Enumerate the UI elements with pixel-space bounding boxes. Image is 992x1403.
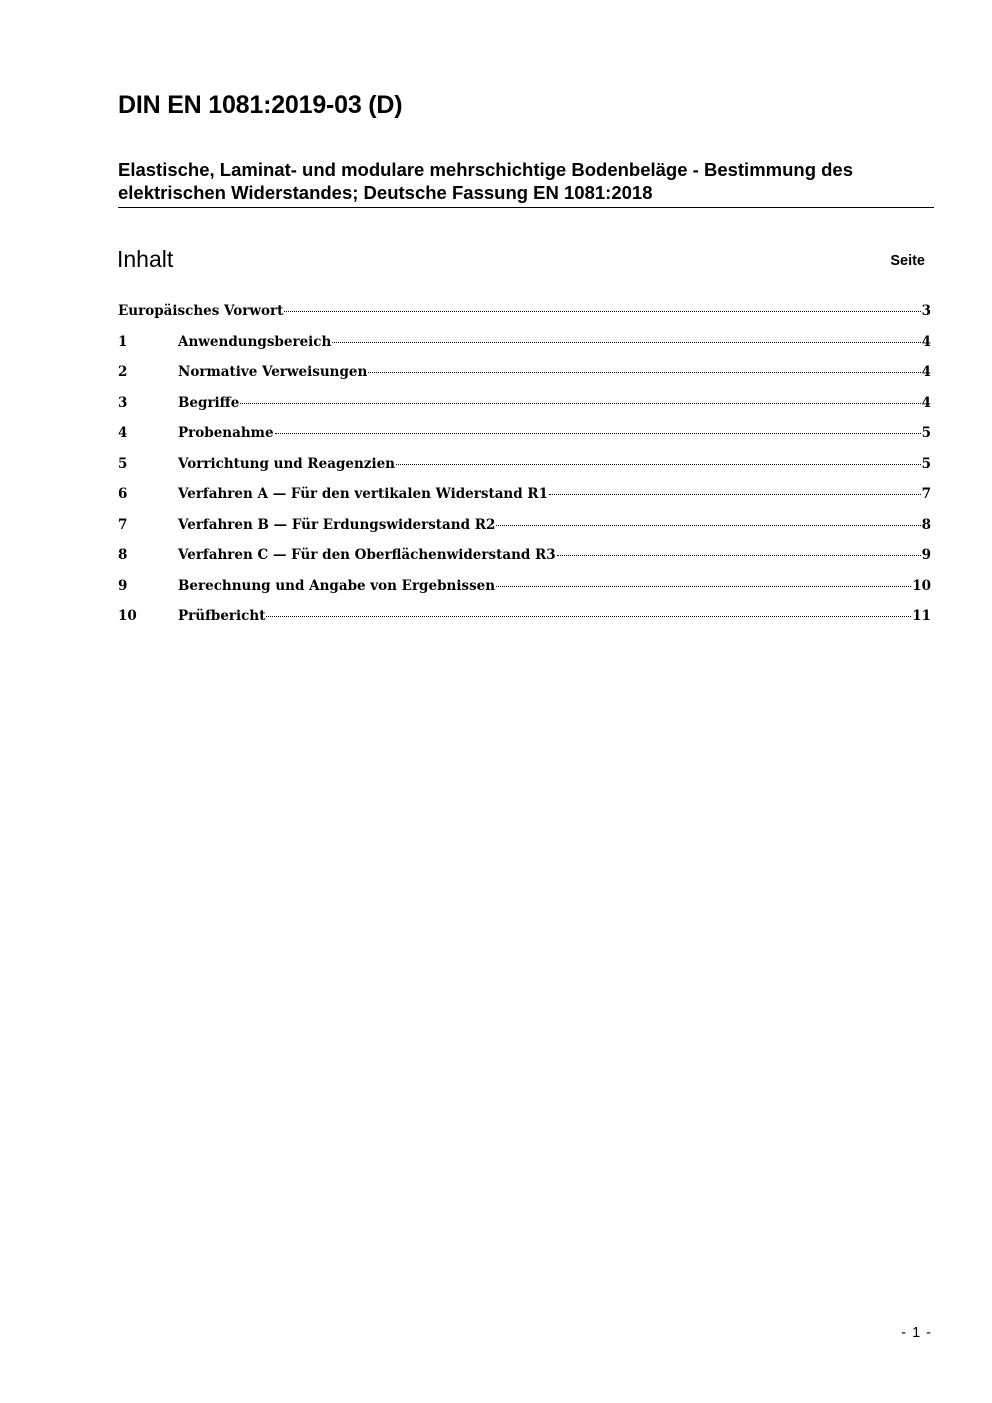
toc-entry-page: 11 (912, 608, 931, 624)
toc-dot-leader (332, 341, 920, 343)
toc-entry-number: 3 (118, 394, 128, 411)
toc-entry-page: 4 (921, 394, 931, 411)
toc-dot-leader (240, 402, 920, 404)
toc-entry-foreword[interactable] (118, 298, 931, 329)
toc-entry-title: Normative Verweisungen (178, 364, 368, 380)
toc-entry-6[interactable] (118, 481, 931, 512)
toc-entry-2[interactable] (118, 359, 931, 390)
toc-dot-leader (266, 615, 911, 617)
toc-entry-page: 7 (921, 486, 931, 502)
toc-entry-4[interactable] (118, 420, 931, 451)
page-number: - 1 - (901, 1325, 932, 1341)
toc-entry-page: 9 (921, 547, 931, 563)
toc-entry-number: 5 (118, 455, 128, 472)
toc-entry-title: Vorrichtung und Reagenzien (178, 455, 396, 472)
toc-entry-page: 5 (921, 455, 931, 472)
toc-dot-leader (368, 371, 920, 373)
toc-dot-leader (284, 310, 920, 312)
toc-dot-leader (496, 524, 920, 526)
toc-entry-title: Anwendungsbereich (178, 333, 332, 350)
toc-dot-leader (275, 432, 921, 434)
toc-entry-page: 8 (921, 516, 931, 533)
toc-entry-number: 1 (118, 333, 128, 350)
toc-entry-title: Berechnung und Angabe von Ergebnissen (178, 577, 496, 594)
toc-entry-number: 9 (118, 577, 128, 594)
toc-entry-7[interactable] (118, 512, 931, 543)
table-of-contents (118, 298, 931, 634)
toc-entry-title: Verfahren B — Für Erdungswiderstand R2 (178, 516, 496, 533)
toc-entry-number: 10 (118, 608, 137, 624)
toc-entry-number: 6 (118, 486, 128, 502)
toc-entry-page: 4 (921, 333, 931, 350)
toc-dot-leader (396, 463, 921, 465)
document-subtitle (118, 158, 934, 208)
toc-entry-10[interactable] (118, 603, 931, 634)
toc-entry-9[interactable] (118, 573, 931, 604)
toc-entry-title: Verfahren A — Für den vertikalen Widerstand R1 (178, 486, 549, 502)
toc-entry-number: 8 (118, 547, 128, 563)
toc-entry-title: Begriffe (178, 394, 240, 411)
toc-entry-1[interactable] (118, 329, 931, 360)
toc-entry-number: 7 (118, 516, 128, 533)
toc-entry-title: Probenahme (178, 425, 274, 441)
toc-entry-number: 2 (118, 364, 128, 380)
toc-entry-5[interactable] (118, 451, 931, 482)
toc-dot-leader (549, 493, 921, 495)
toc-entry-page: 10 (912, 577, 931, 594)
toc-entry-8[interactable] (118, 542, 931, 573)
toc-entry-title: Prüfbericht (178, 608, 266, 624)
toc-entry-3[interactable] (118, 390, 931, 421)
document-title: DIN EN 1081:2019-03 (D) (118, 91, 403, 119)
document-subtitle-line-1: Elastische, Laminat- und modulare mehrschichtige Bodenbeläge - Bestimmung des (118, 159, 854, 180)
document-subtitle-line-2: elektrischen Widerstandes; Deutsche Fassung EN 1081:2018 (118, 182, 653, 203)
toc-dot-leader (496, 585, 911, 587)
toc-page-column-label: Seite (890, 253, 925, 269)
toc-entry-page: 4 (921, 364, 931, 380)
toc-entry-title: Europäisches Vorwort (118, 303, 284, 319)
toc-entry-title: Verfahren C — Für den Oberflächenwiderstand R3 (178, 547, 556, 563)
toc-entry-number: 4 (118, 425, 128, 441)
toc-dot-leader (557, 554, 921, 556)
toc-entry-page: 3 (921, 303, 931, 319)
toc-heading: Inhalt (117, 246, 174, 272)
toc-entry-page: 5 (921, 425, 931, 441)
